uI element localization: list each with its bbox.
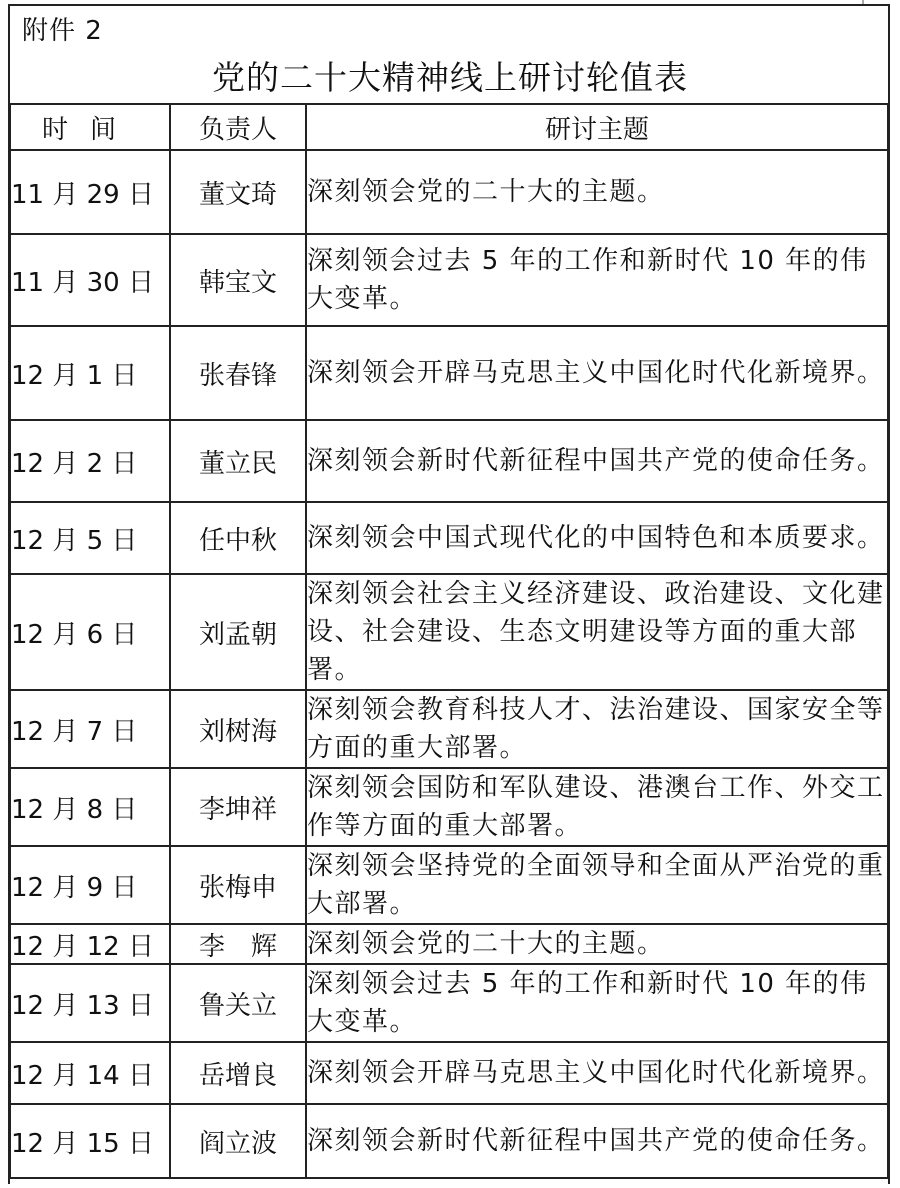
column-header-person: 负责人: [170, 104, 306, 150]
table-row: [10, 924, 888, 964]
date-cell: 12 月 14 日: [10, 1042, 170, 1104]
topic-cell: 深刻领会新时代新征程中国共产党的使命任务。: [306, 420, 888, 502]
table-row: [10, 150, 888, 234]
date-cell: 12 月 15 日: [10, 1104, 170, 1178]
date-cell: 12 月 6 日: [10, 574, 170, 690]
attachment-label: 附件 2: [22, 16, 103, 46]
column-header-date: 时间: [10, 104, 170, 150]
table-row: [10, 846, 888, 924]
table-row: [10, 574, 888, 690]
table-row: [10, 964, 888, 1042]
person-cell: 张春锋: [170, 326, 306, 420]
person-cell: 任中秋: [170, 502, 306, 574]
person-cell: 韩宝文: [170, 234, 306, 326]
table-row: [10, 502, 888, 574]
date-cell: 12 月 9 日: [10, 846, 170, 924]
date-cell: 12 月 2 日: [10, 420, 170, 502]
topic-cell: 深刻领会坚持党的全面领导和全面从严治党的重大部署。: [306, 846, 888, 924]
person-cell: 张梅申: [170, 846, 306, 924]
person-cell: 阎立波: [170, 1104, 306, 1178]
table-header-row: [10, 104, 888, 150]
column-header-topic: 研讨主题: [306, 104, 888, 150]
date-cell: 12 月 7 日: [10, 690, 170, 768]
topic-cell: 深刻领会党的二十大的主题。: [306, 924, 888, 964]
person-cell: 鲁关立: [170, 964, 306, 1042]
topic-cell: 深刻领会过去 5 年的工作和新时代 10 年的伟大变革。: [306, 964, 888, 1042]
date-cell: 12 月 12 日: [10, 924, 170, 964]
rotation-table: [9, 103, 889, 1179]
table-row: [10, 1104, 888, 1178]
document-title: 党的二十大精神线上研讨轮值表: [212, 58, 688, 97]
person-cell: 刘孟朝: [170, 574, 306, 690]
person-cell: 岳增良: [170, 1042, 306, 1104]
topic-cell: 深刻领会中国式现代化的中国特色和本质要求。: [306, 502, 888, 574]
table-row: [10, 768, 888, 846]
topic-cell: 深刻领会开辟马克思主义中国化时代化新境界。: [306, 326, 888, 420]
topic-cell: 深刻领会教育科技人才、法治建设、国家安全等方面的重大部署。: [306, 690, 888, 768]
table-row: [10, 1042, 888, 1104]
topic-cell: 深刻领会社会主义经济建设、政治建设、文化建设、社会建设、生态文明建设等方面的重大部署。: [306, 574, 888, 690]
person-cell: 刘树海: [170, 690, 306, 768]
person-cell: 李 辉: [170, 924, 306, 964]
person-cell: 董文琦: [170, 150, 306, 234]
topic-cell: 深刻领会国防和军队建设、港澳台工作、外交工作等方面的重大部署。: [306, 768, 888, 846]
date-cell: 11 月 29 日: [10, 150, 170, 234]
date-cell: 11 月 30 日: [10, 234, 170, 326]
topic-cell: 深刻领会过去 5 年的工作和新时代 10 年的伟大变革。: [306, 234, 888, 326]
person-cell: 董立民: [170, 420, 306, 502]
table-row: [10, 234, 888, 326]
topic-cell: 深刻领会新时代新征程中国共产党的使命任务。: [306, 1104, 888, 1178]
topic-cell: 深刻领会党的二十大的主题。: [306, 150, 888, 234]
table-row: [10, 420, 888, 502]
topic-cell: 深刻领会开辟马克思主义中国化时代化新境界。: [306, 1042, 888, 1104]
date-cell: 12 月 5 日: [10, 502, 170, 574]
person-cell: 李坤祥: [170, 768, 306, 846]
table-row: [10, 690, 888, 768]
date-cell: 12 月 8 日: [10, 768, 170, 846]
table-row: [10, 326, 888, 420]
date-cell: 12 月 1 日: [10, 326, 170, 420]
date-cell: 12 月 13 日: [10, 964, 170, 1042]
